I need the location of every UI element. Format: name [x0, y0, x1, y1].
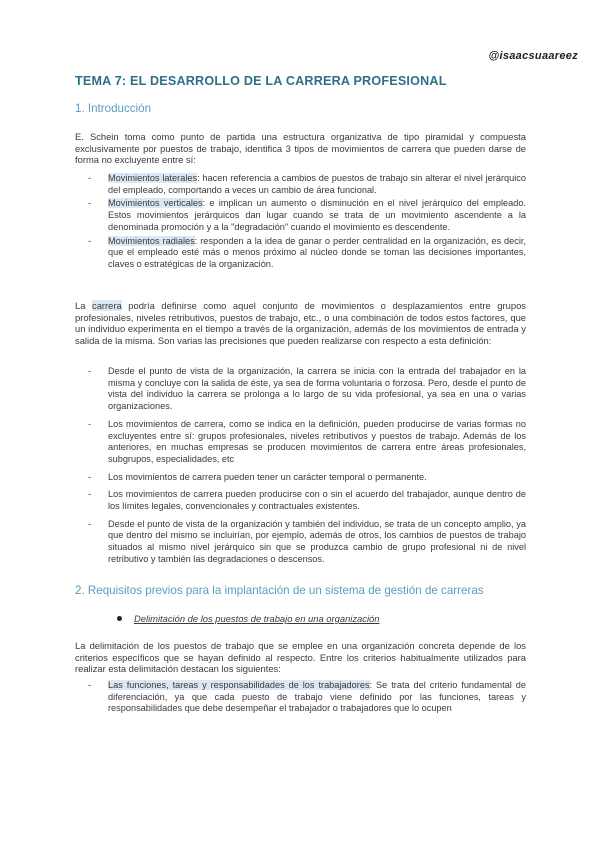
dash-marker: - — [88, 680, 92, 690]
career-definition-paragraph — [75, 300, 526, 347]
list-item — [88, 235, 526, 271]
list-item-text: Desde el punto de vista de la organización, la carrera se inicia con la entrada del trabajador en la misma y concluye con la salida de éste, ya sea de forma voluntaria o forzosa. Pero, desde el punto de vista del individuo la carrera se prolonga a lo largo de su vida profesional, ya sea en una o varias organizaciones. — [108, 366, 526, 412]
movements-list — [88, 173, 526, 273]
subsection-bullet — [117, 613, 497, 624]
list-item — [88, 471, 526, 484]
list-item — [88, 518, 526, 566]
list-item — [88, 418, 526, 466]
dash-marker: - — [88, 173, 92, 183]
term-highlight: Movimientos radiales — [108, 235, 195, 246]
career-post: podría definirse como aquel conjunto de movimientos o desplazamientos entre grupos profesionales, niveles retributivos, puestos de trabajo, etc., o una combinación de todos estos factores, que un individuo experimenta en el tiempo a través de la organización, además de los movimientos de entrada y salida de la misma. Son varias las precisiones que pueden realizarse con respecto a esta definición: — [75, 300, 526, 347]
section-heading-introduccion: 1. Introducción — [75, 102, 152, 115]
dash-marker: - — [88, 518, 92, 529]
dash-marker: - — [88, 366, 92, 376]
list-item — [88, 489, 526, 512]
delimitation-paragraph: La delimitación de los puestos de trabajo que se emplee en una organización concreta depende de los criterios específicos que se hayan definido al respecto. Entre los criterios habitualmente utilizados para realizar esta delimitación destacan los siguientes: — [75, 640, 526, 675]
dash-marker: - — [88, 418, 92, 429]
list-item-text: Desde el punto de vista de la organización y también del individuo, se trata de un concepto amplio, ya que dentro del mismo se incluirían, por ejemplo, además de otros, los cambios de puestos de trabajo situados al mismo nivel jerárquico sin que se produzca cambio de grupo profesional ni de nivel retributivo y también las degradaciones o descensos. — [108, 518, 526, 564]
list-item — [88, 366, 526, 413]
list-item — [88, 680, 527, 715]
section-heading-requisitos: 2. Requisitos previos para la implantación de un sistema de gestión de carreras — [75, 584, 484, 597]
career-pre: La — [75, 300, 92, 311]
dash-marker: - — [88, 489, 92, 500]
precisions-list — [88, 366, 526, 572]
list-item-text: Los movimientos de carrera, como se indica en la definición, pueden producirse de varias formas no excluyentes entre sí: grupos profesionales, niveles retributivos y puestos de trabajo. Además de los anteriores, en muchas empresas se producen movimientos de carrera entre áreas profesionales, subgrupos, especialidades, etc — [108, 418, 526, 464]
term-highlight: Movimientos verticales — [108, 198, 203, 209]
author-watermark: @isaacsuaareez — [488, 50, 578, 62]
page-title: TEMA 7: EL DESARROLLO DE LA CARRERA PROFESIONAL — [75, 74, 447, 88]
bullet-dot-icon — [117, 616, 122, 621]
subsection-title: Delimitación de los puestos de trabajo en una organización — [134, 613, 380, 624]
dash-marker: - — [88, 471, 92, 482]
term-description: : Se trata del criterio fundamental de diferenciación, ya que cada puesto de trabajo viene definido por las funciones, tareas y responsabilidades que debe desempeñar el trabajador o trabajadores que lo ocupen — [108, 680, 527, 714]
dash-marker: - — [88, 235, 92, 246]
term-highlight: Movimientos laterales — [108, 173, 198, 183]
term-description: : responden a la idea de ganar o perder centralidad en la organización, es decir, que el empleado esté más o menos próximo al núcleo donde se toman las decisiones importantes, claves o estratégicas de la organización. — [108, 235, 526, 269]
career-term-highlight: carrera — [92, 300, 122, 311]
dash-marker: - — [88, 198, 92, 209]
intro-paragraph: E. Schein toma como punto de partida una estructura organizativa de tipo piramidal y compuesta exclusivamente por puestos de trabajo, identifica 3 tipos de movimientos de carrera que pueden darse de forma no excluyente entre sí: — [75, 131, 526, 166]
criteria-list — [88, 680, 527, 715]
list-item — [88, 198, 526, 233]
list-item-text: Los movimientos de carrera pueden producirse con o sin el acuerdo del trabajador, aunque dentro de los límites legales, convencionales y contractuales existentes. — [108, 489, 526, 512]
list-item-text: Los movimientos de carrera pueden tener un carácter temporal o permanente. — [108, 471, 427, 482]
term-highlight: Las funciones, tareas y responsabilidades de los trabajadores — [108, 680, 370, 690]
term-description: : hacen referencia a cambios de puestos de trabajo sin alterar el nivel jerárquico del empleado, comportando a veces un cambio de área funcional. — [108, 173, 526, 195]
list-item — [88, 173, 526, 196]
term-description: : e implican un aumento o disminución en el nivel jerárquico del empleado. Estos movimientos jerárquicos dan lugar cuando se trata de un movimiento ascendente a la denominada promoción y a la "degradación" cuando el movimiento es descendente. — [108, 198, 526, 232]
